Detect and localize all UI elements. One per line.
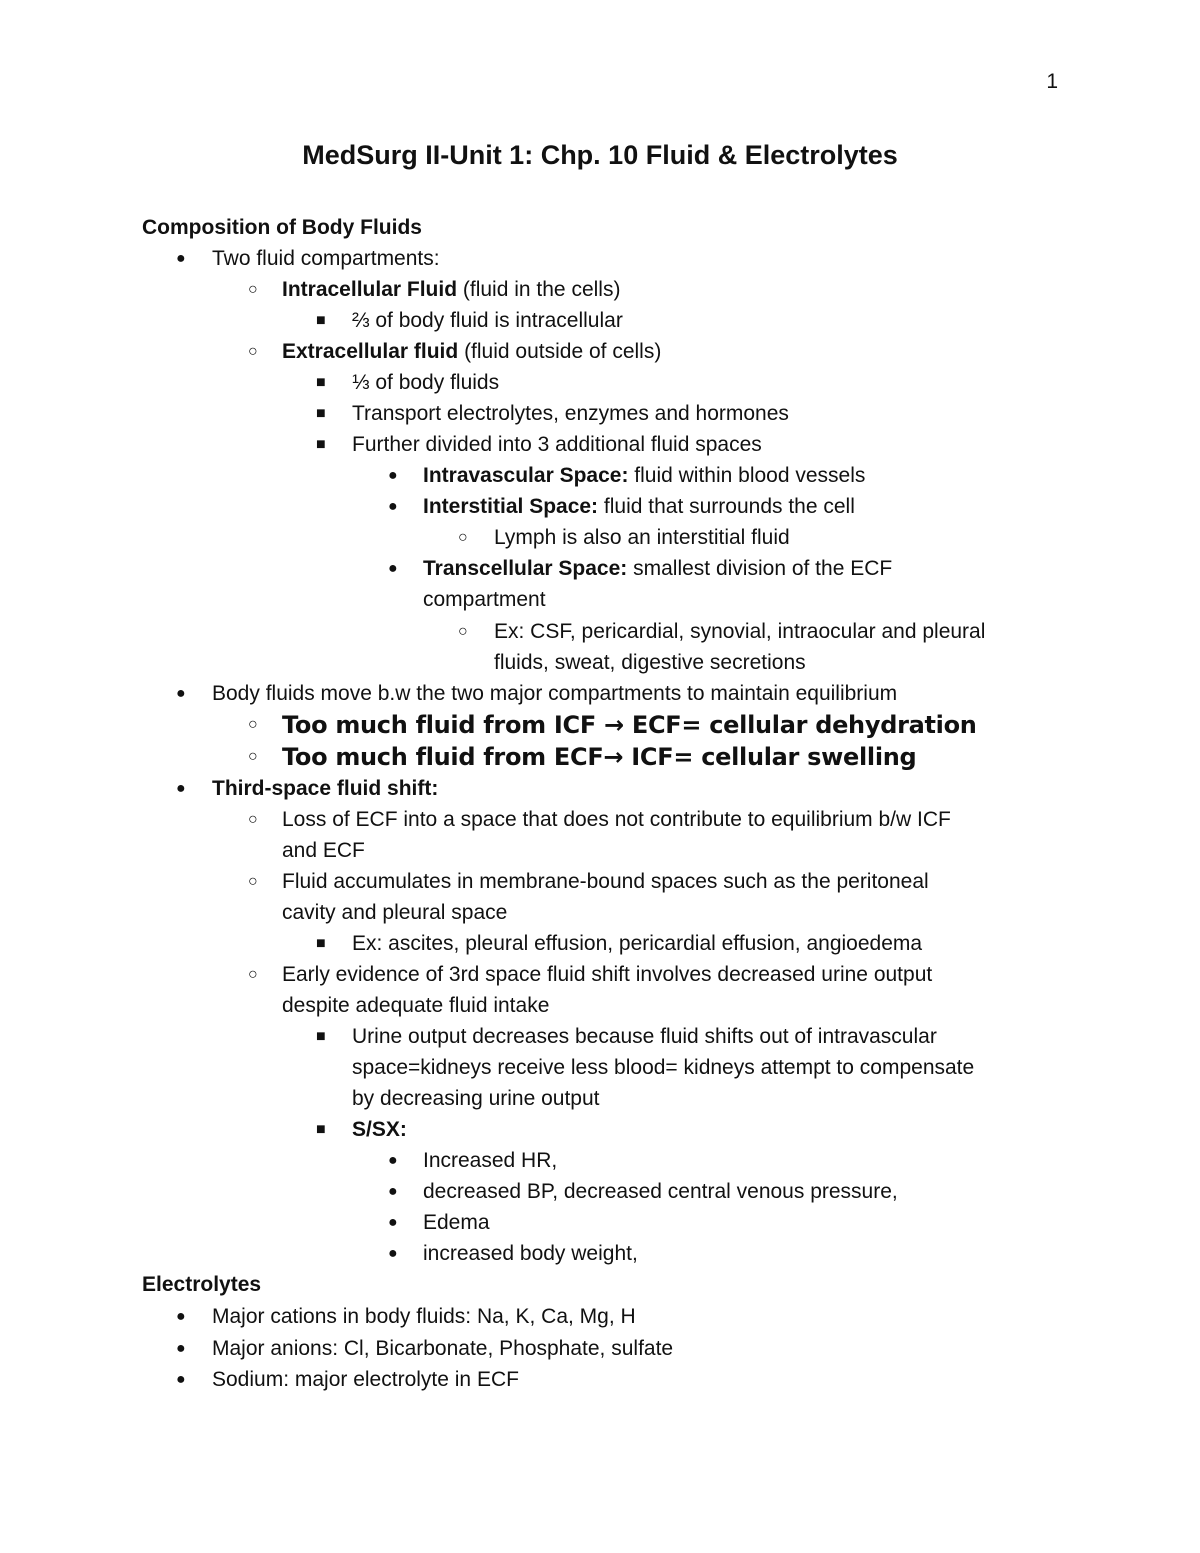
disc-bullet: ● — [388, 1183, 398, 1200]
list-item: Early evidence of 3rd space fluid shift involves decreased urine output — [282, 963, 933, 986]
disc-bullet: ● — [388, 1152, 398, 1169]
disc-bullet: ● — [388, 560, 398, 577]
list-item-continuation: and ECF — [282, 839, 365, 862]
disc-bullet: ● — [176, 1371, 186, 1388]
square-bullet: ■ — [316, 312, 326, 329]
list-item: S/SX: — [352, 1118, 407, 1141]
list-item: decreased BP, decreased central venous pressure, — [423, 1180, 898, 1203]
list-item: Extracellular fluid (fluid outside of cells) — [282, 340, 662, 363]
circle-bullet: ○ — [458, 529, 468, 546]
list-item: Ex: ascites, pleural effusion, pericardial effusion, angioedema — [352, 932, 923, 955]
list-item: Third-space fluid shift: — [212, 777, 439, 800]
square-bullet: ■ — [316, 405, 326, 422]
list-item: Ex: CSF, pericardial, synovial, intraocular and pleural — [494, 620, 986, 643]
list-item: Sodium: major electrolyte in ECF — [212, 1368, 519, 1391]
list-item: Lymph is also an interstitial fluid — [494, 526, 790, 549]
circle-bullet: ○ — [248, 811, 258, 828]
list-item: Increased HR, — [423, 1149, 558, 1172]
list-item: ⅓ of body fluids — [352, 371, 500, 394]
disc-bullet: ● — [388, 1214, 398, 1231]
list-item: Edema — [423, 1211, 490, 1234]
circle-bullet: ○ — [248, 343, 258, 360]
square-bullet: ■ — [316, 374, 326, 391]
circle-bullet: ○ — [248, 966, 258, 983]
list-item-continuation: by decreasing urine output — [352, 1087, 600, 1110]
circle-bullet: ○ — [458, 623, 468, 640]
disc-bullet: ● — [176, 780, 186, 797]
square-bullet: ■ — [316, 1028, 326, 1045]
list-item-continuation: space=kidneys receive less blood= kidneys attempt to compensate — [352, 1056, 975, 1079]
list-item-continuation: despite adequate fluid intake — [282, 994, 550, 1017]
list-item: Transport electrolytes, enzymes and hormones — [352, 402, 789, 425]
section-heading: Composition of Body Fluids — [142, 216, 422, 239]
disc-bullet: ● — [176, 1308, 186, 1325]
disc-bullet: ● — [176, 1340, 186, 1357]
list-item: Intracellular Fluid (fluid in the cells) — [282, 278, 621, 301]
page-title: MedSurg II-Unit 1: Chp. 10 Fluid & Electrolytes — [302, 140, 898, 170]
disc-bullet: ● — [176, 685, 186, 702]
list-item-continuation: compartment — [423, 588, 546, 611]
square-bullet: ■ — [316, 935, 326, 952]
disc-bullet: ● — [388, 498, 398, 515]
disc-bullet: ● — [176, 250, 186, 267]
page-number: 1 — [1046, 70, 1058, 93]
list-item: Intravascular Space: fluid within blood vessels — [423, 464, 866, 487]
circle-bullet: ○ — [248, 281, 258, 298]
disc-bullet: ● — [388, 1245, 398, 1262]
list-item: Major cations in body fluids: Na, K, Ca, Mg, H — [212, 1305, 636, 1328]
disc-bullet: ● — [388, 467, 398, 484]
circle-bullet: ○ — [248, 716, 258, 733]
list-item: Too much fluid from ICF → ECF= cellular dehydration — [282, 711, 977, 739]
list-item: Too much fluid from ECF→ ICF= cellular swelling — [282, 743, 917, 771]
list-item-continuation: fluids, sweat, digestive secretions — [494, 651, 806, 674]
list-item: increased body weight, — [423, 1242, 638, 1265]
circle-bullet: ○ — [248, 873, 258, 890]
list-item: Loss of ECF into a space that does not contribute to equilibrium b/w ICF — [282, 808, 951, 831]
square-bullet: ■ — [316, 1121, 326, 1138]
list-item: ⅔ of body fluid is intracellular — [352, 309, 623, 332]
list-item: Fluid accumulates in membrane-bound spaces such as the peritoneal — [282, 870, 929, 893]
list-item: Interstitial Space: fluid that surrounds the cell — [423, 495, 855, 518]
list-item: Body fluids move b.w the two major compartments to maintain equilibrium — [212, 682, 898, 705]
list-item-continuation: cavity and pleural space — [282, 901, 508, 924]
list-item: Urine output decreases because fluid shifts out of intravascular — [352, 1025, 937, 1048]
circle-bullet: ○ — [248, 748, 258, 765]
list-item: Major anions: Cl, Bicarbonate, Phosphate, sulfate — [212, 1337, 674, 1360]
square-bullet: ■ — [316, 436, 326, 453]
list-item: Two fluid compartments: — [212, 247, 440, 270]
list-item: Further divided into 3 additional fluid spaces — [352, 433, 762, 456]
section-heading: Electrolytes — [142, 1273, 262, 1296]
list-item: Transcellular Space: smallest division of the ECF — [423, 557, 893, 580]
